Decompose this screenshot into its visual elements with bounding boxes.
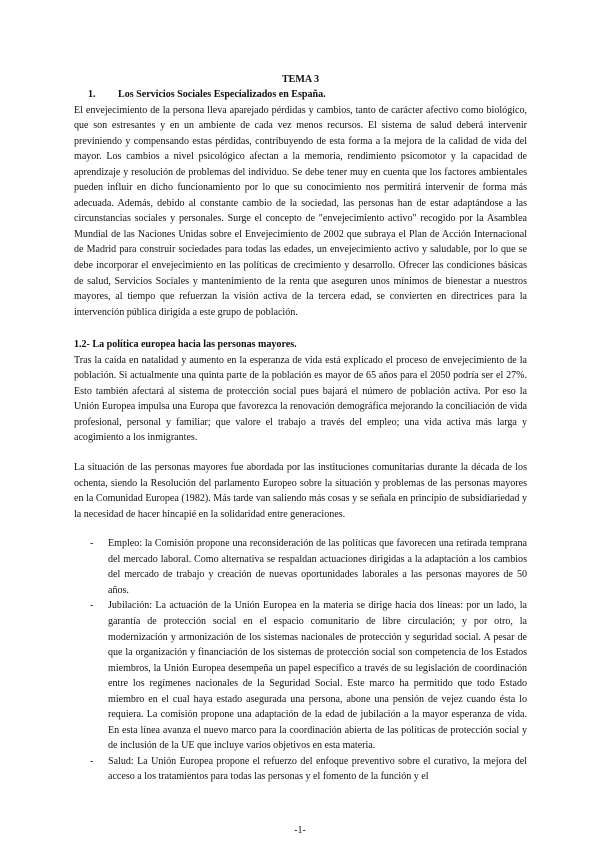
bullet-dash: - — [90, 600, 94, 612]
section-1-body: El envejecimiento de la persona lleva aparejado pérdidas y cambios, tanto de carácter afectivo como biológico, que son estresantes y en un ambiente de cada vez menos recursos. El sistema de salud deberá intervenir previniendo y compensando estas pérdidas, contribuyendo de esta forma a la mejora de la calidad de vida del mayor. Los cambios a nivel psicológico afectan a la memoria, rendimiento psicomotor y la capacidad de aprendizaje y resolución de problemas del individuo. Se debe tener muy en cuenta que los factores ambientales pueden influir en dicho funcionamiento por lo que su conocimiento nos permitirá intervenir de forma más adecuada. Además, debido al constante cambio de la sociedad, las personas han de estar adaptándose a las circunstancias sociales y personales. Surge el concepto de "envejecimiento activo" recogido por la Asamblea Mundial de las Naciones Unidas sobre el Envejecimiento de 2002 que subraya el Plan de Acción Internacional de Madrid para construir sociedades para todas las edades, un envejecimiento activo y saludable, por lo que se debe incorporar el envejecimiento en las políticas de crecimiento y desarrollo. Ofrecer las condiciones básicas de salud, Servicios Sociales y mantenimiento de la renta que aseguren unos mínimos de bienestar a nuestros mayores, al tiempo que refuerzan la visión activa de la tercera edad, se convierten en directrices para la intervención pública dirigida a este grupo de población. — [74, 104, 527, 318]
list-item-jubilacion — [74, 598, 527, 753]
page-number: -1- — [294, 825, 306, 836]
list-item-empleo — [74, 536, 527, 598]
section-1-number: 1. — [88, 89, 96, 100]
section-1-2-heading: 1.2- La política europea hacia las personas mayores. — [74, 339, 297, 351]
section-1-2-paragraph-1: Tras la caída en natalidad y aumento en la esperanza de vida está explicado el proceso de envejecimiento de la población. Si actualmente una quinta parte de la población es mayor de 65 años para el 2050 podría ser el 27%. Esto también afectará al sistema de protección social pues bajará el número de población activa. Por eso la Unión Europea impulsa una Europa que favorezca la renovación demográfica mejorando la conciliación de vida profesional, personal y familiar; que valore el trabajo a través del empleo; una vida activa más larga y acogimiento a los inmigrantes. — [74, 354, 527, 444]
section-1-heading-text: Los Servicios Sociales Especializados en España. — [118, 89, 326, 100]
list-item-text: Jubilación: La actuación de la Unión Europea en la materia se dirige hacia dos líneas: por un lado, la garantía de protección social en el espacio comunitario de libre circulación; y por otro, la modernización y armonización de los sistemas nacionales de protección y seguridad social. A pesar de que la organización y financiación de los sistemas de protección social son competencia de los Estados miembros, la Unión Europea desempeña un papel específico a través de su legislación de coordinación entre los regímenes nacionales de la Seguridad Social. Este marco ha permitido que todo Estado miembro en el cual haya estado asegurada una persona, abone una pensión de vejez cuando ésta lo requiera. La comisión propone una adaptación de la edad de jubilación a la mayor esperanza de vida. En esta línea avanza el nuevo marco para la coordinación abierta de las políticas de protección social y de inclusión de la UE que incluye varios objetivos en esta materia. — [108, 600, 527, 752]
section-1-2-paragraph-2: La situación de las personas mayores fue abordada por las instituciones comunitarias durante la década de los ochenta, siendo la Resolución del parlamento Europeo sobre la situación y problemas de las personas mayores en la Comunidad Europea (1982). Más tarde van saliendo más cosas y se señala en principio de subsidiariedad y la necesidad de hacer hincapié en la solidaridad entre generaciones. — [74, 462, 527, 520]
list-item-text: Salud: La Unión Europea propone el refuerzo del enfoque preventivo sobre el curativo, la mejora del acceso a los tratamientos para todas las personas y el fomento de la función y el — [108, 755, 527, 783]
bullet-dash: - — [90, 538, 94, 550]
list-item-salud — [74, 754, 527, 785]
document-title: TEMA 3 — [281, 74, 320, 85]
section-1-heading — [88, 87, 527, 103]
document-page — [74, 72, 527, 785]
list-item-text: Empleo: la Comisión propone una reconsideración de las políticas que favorecen una retirada temprana del mercado laboral. Como alternativa se respaldan actuaciones dirigidas a la adaptación a los cambios del mercado de trabajo y creación de nuevas oportunidades laborales a las personas mayores de 50 años. — [108, 538, 527, 596]
policy-bullet-list — [74, 536, 527, 785]
bullet-dash: - — [90, 755, 94, 767]
